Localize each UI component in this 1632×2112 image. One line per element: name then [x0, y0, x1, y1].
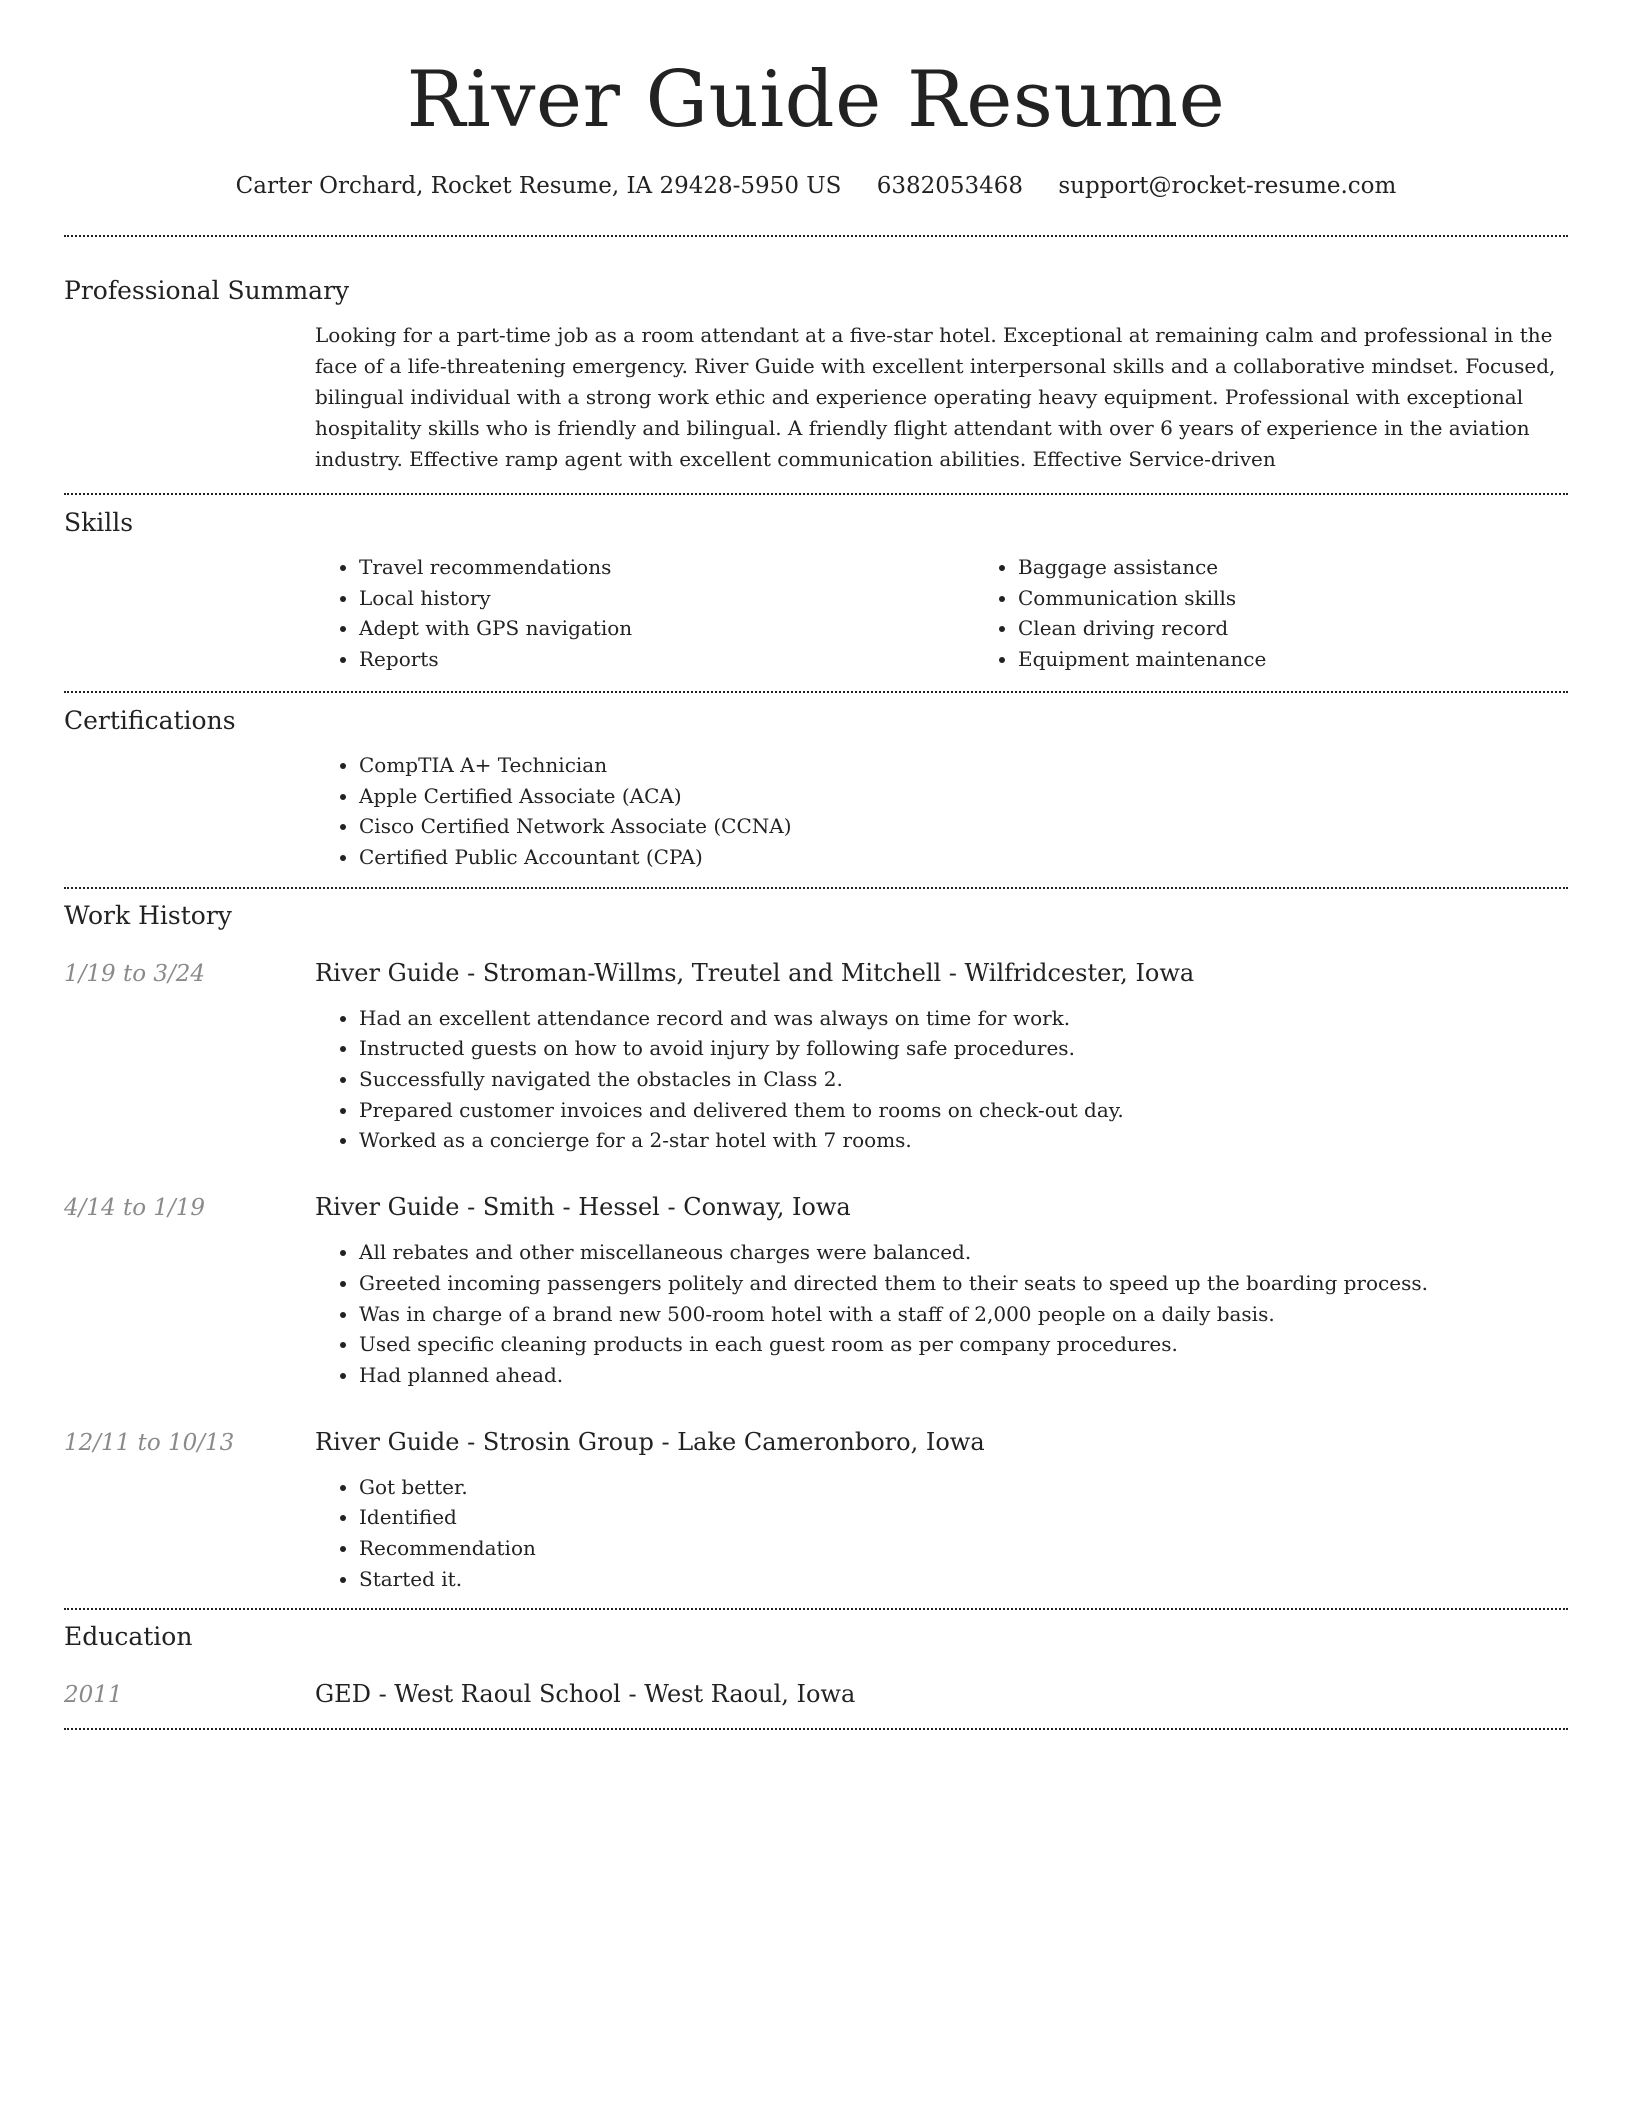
section-title-certifications: Certifications: [64, 705, 236, 735]
certification-item: • Certified Public Accountant (CPA): [359, 842, 1568, 873]
skill-item: • Equipment maintenance: [1018, 644, 1632, 675]
job-bullet: • Was in charge of a brand new 500-room hotel with a staff of 2,000 people on a daily basis.: [359, 1299, 1568, 1330]
job-heading: [64, 1425, 1568, 1460]
contact-email: support@rocket-resume.com: [1058, 173, 1397, 199]
skills-grid: [315, 552, 1568, 675]
contact-line: [64, 170, 1568, 202]
job-bullet: • Got better.: [359, 1472, 1568, 1503]
job-dates: 4/14 to 1/19: [64, 1195, 206, 1222]
resume-title: River Guide Resume: [406, 55, 1226, 145]
job-bullets: [315, 1003, 1568, 1157]
summary-text: Looking for a part-time job as a room attendant at a five-star hotel. Exceptional at remaining calm and professional in the face of a life-threatening emergency. River Guide with excellent interpersonal skills and a collaborative mindset. Focused, bilingual individual with a strong work ethic and experience operating heavy equipment. Professional with exceptional hospitality skills who is friendly and bilingual. A friendly flight attendant with over 6 years of experience in the aviation industry. Effective ramp agent with excellent communication abilities. Effective Service-driven: [315, 323, 1556, 471]
contact-address: Carter Orchard, Rocket Resume, IA 29428-5950 US: [235, 173, 842, 199]
job-bullets: [315, 1237, 1568, 1391]
certification-item: • CompTIA A+ Technician: [359, 750, 1568, 781]
job-bullet: • Successfully navigated the obstacles in Class 2.: [359, 1064, 1568, 1095]
certifications-content: [315, 750, 1568, 873]
section-title-work: Work History: [64, 900, 232, 930]
certifications-list: [315, 750, 1568, 873]
section-title-skills: Skills: [64, 508, 134, 537]
job-entry: [64, 1425, 1568, 1595]
certification-item: • Apple Certified Associate (ACA): [359, 781, 1568, 812]
contact-phone: 6382053468: [876, 173, 1024, 199]
skills-section: [64, 495, 1568, 675]
education-year: 2011: [64, 1682, 123, 1709]
divider: [64, 1728, 1568, 1730]
skills-list-left: [315, 552, 974, 675]
resume-header: [64, 0, 1568, 202]
skill-item: • Local history: [359, 583, 974, 614]
summary-section: [64, 237, 1568, 475]
certification-item: • Cisco Certified Network Associate (CCNA): [359, 811, 1568, 842]
skill-item: • Reports: [359, 644, 974, 675]
summary-content: [315, 320, 1568, 475]
skill-item: • Adept with GPS navigation: [359, 613, 974, 644]
job-bullet: • Worked as a concierge for a 2-star hotel with 7 rooms.: [359, 1125, 1568, 1156]
job-bullet: • Instructed guests on how to avoid injury by following safe procedures.: [359, 1033, 1568, 1064]
job-bullet: • Prepared customer invoices and delivered them to rooms on check-out day.: [359, 1095, 1568, 1126]
job-heading: [64, 956, 1568, 991]
skill-item: • Travel recommendations: [359, 552, 974, 583]
education-entry: [64, 1677, 1568, 1712]
job-title: River Guide - Stroman-Willms, Treutel and Mitchell - Wilfridcester, Iowa: [315, 958, 1195, 987]
section-title-summary: Professional Summary: [64, 276, 350, 305]
job-bullet: • Had an excellent attendance record and was always on time for work.: [359, 1003, 1568, 1034]
job-dates: 12/11 to 10/13: [64, 1429, 235, 1456]
skill-item: • Baggage assistance: [1018, 552, 1632, 583]
job-bullet: • Had planned ahead.: [359, 1360, 1568, 1391]
job-bullet: • Identified: [359, 1502, 1568, 1533]
certifications-section: [64, 693, 1568, 873]
education-degree: GED - West Raoul School - West Raoul, Iowa: [315, 1680, 856, 1709]
job-dates: 1/19 to 3/24: [64, 960, 206, 987]
job-entry: [64, 956, 1568, 1157]
job-bullet: • All rebates and other miscellaneous charges were balanced.: [359, 1237, 1568, 1268]
education-section: [64, 1610, 1568, 1712]
job-heading: [64, 1190, 1568, 1225]
job-bullet: • Used specific cleaning products in each guest room as per company procedures.: [359, 1329, 1568, 1360]
job-bullet: • Greeted incoming passengers politely and directed them to their seats to speed up the boarding process.: [359, 1268, 1568, 1299]
section-title-education: Education: [64, 1622, 193, 1652]
work-section: [64, 889, 1568, 1595]
skill-item: • Clean driving record: [1018, 613, 1632, 644]
job-title: River Guide - Smith - Hessel - Conway, Iowa: [315, 1193, 851, 1222]
job-title: River Guide - Strosin Group - Lake Cameronboro, Iowa: [315, 1427, 985, 1456]
job-bullet: • Recommendation: [359, 1533, 1568, 1564]
skill-item: • Communication skills: [1018, 583, 1632, 614]
job-bullet: • Started it.: [359, 1564, 1568, 1595]
job-bullets: [315, 1472, 1568, 1595]
job-entry: [64, 1190, 1568, 1391]
skills-list-right: [974, 552, 1632, 675]
